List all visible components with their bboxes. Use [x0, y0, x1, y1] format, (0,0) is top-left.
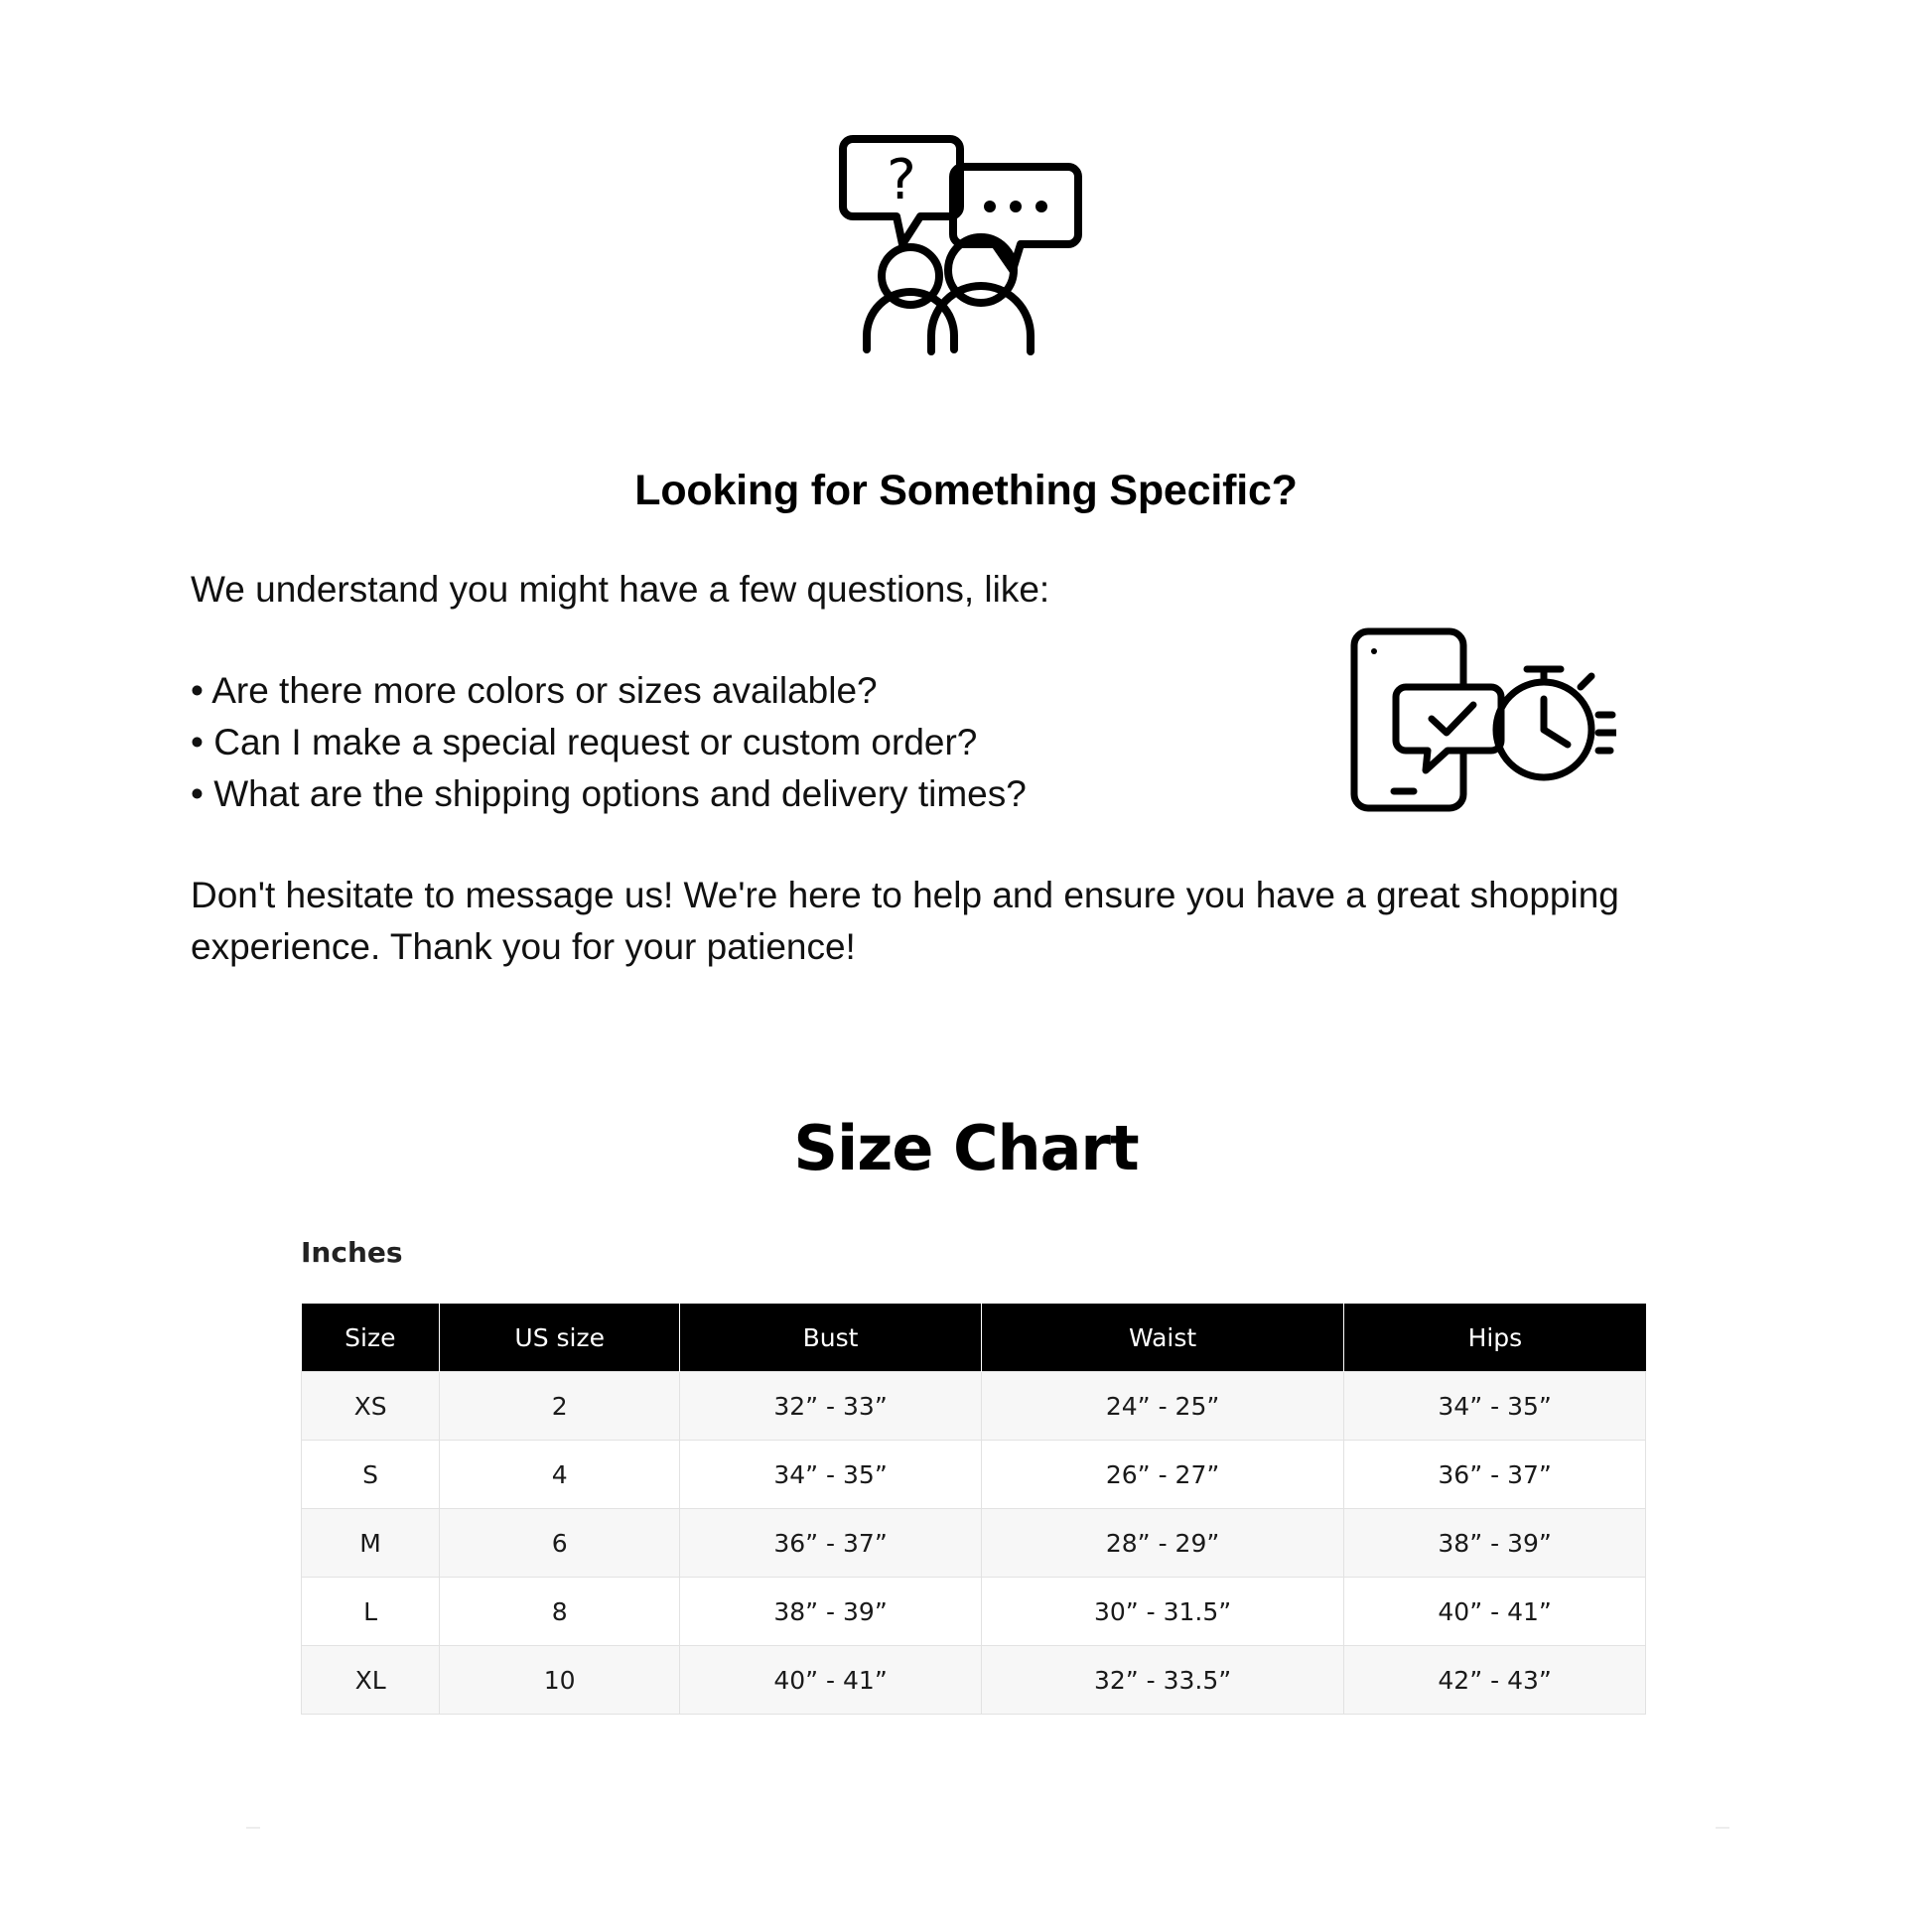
cell-bust: 40” - 41” [680, 1646, 982, 1715]
cell-size: XS [302, 1372, 440, 1441]
cell-size: M [302, 1509, 440, 1578]
cell-bust: 36” - 37” [680, 1509, 982, 1578]
table-row [302, 1441, 1646, 1509]
cell-us-size: 4 [440, 1441, 680, 1509]
spacer [191, 820, 1720, 870]
list-item: • What are the shipping options and delivery times? [191, 773, 1027, 814]
column-header-waist: Waist [981, 1304, 1343, 1372]
cell-hips: 38” - 39” [1344, 1509, 1646, 1578]
table-row [302, 1646, 1646, 1715]
cell-waist: 28” - 29” [981, 1509, 1343, 1578]
list-item: • Can I make a special request or custom order? [191, 722, 978, 762]
phone-message-timer-icon [1348, 625, 1616, 814]
size-chart-units: Inches [301, 1236, 403, 1269]
cell-waist: 24” - 25” [981, 1372, 1343, 1441]
cell-us-size: 8 [440, 1578, 680, 1646]
column-header-size: Size [302, 1304, 440, 1372]
size-chart-table [301, 1304, 1646, 1715]
table-row [302, 1578, 1646, 1646]
crop-mark [246, 1827, 260, 1829]
cell-hips: 36” - 37” [1344, 1441, 1646, 1509]
crop-mark [1716, 1827, 1729, 1829]
table-header-row [302, 1304, 1646, 1372]
column-header-us-size: US size [440, 1304, 680, 1372]
intro-text: We understand you might have a few questions, like: [191, 569, 1050, 610]
column-header-hips: Hips [1344, 1304, 1646, 1372]
svg-text:?: ? [887, 148, 916, 212]
table-row [302, 1372, 1646, 1441]
cell-bust: 32” - 33” [680, 1372, 982, 1441]
cell-us-size: 10 [440, 1646, 680, 1715]
cell-waist: 30” - 31.5” [981, 1578, 1343, 1646]
cell-us-size: 2 [440, 1372, 680, 1441]
column-header-bust: Bust [680, 1304, 982, 1372]
table-row [302, 1509, 1646, 1578]
cell-hips: 42” - 43” [1344, 1646, 1646, 1715]
page-title: Looking for Something Specific? [634, 467, 1298, 514]
cell-hips: 34” - 35” [1344, 1372, 1646, 1441]
cell-waist: 32” - 33.5” [981, 1646, 1343, 1715]
size-chart-title: Size Chart [793, 1112, 1139, 1184]
cell-us-size: 6 [440, 1509, 680, 1578]
list-item: • Are there more colors or sizes available? [191, 670, 878, 711]
cell-size: L [302, 1578, 440, 1646]
cell-hips: 40” - 41” [1344, 1578, 1646, 1646]
cell-size: S [302, 1441, 440, 1509]
cell-waist: 26” - 27” [981, 1441, 1343, 1509]
cell-size: XL [302, 1646, 440, 1715]
speech-bubbles-people-icon [839, 119, 1092, 362]
cell-bust: 34” - 35” [680, 1441, 982, 1509]
closing-text: Don't hesitate to message us! We're here to help and ensure you have a great shopping experience. Thank you for your patience! [191, 875, 1619, 967]
cell-bust: 38” - 39” [680, 1578, 982, 1646]
